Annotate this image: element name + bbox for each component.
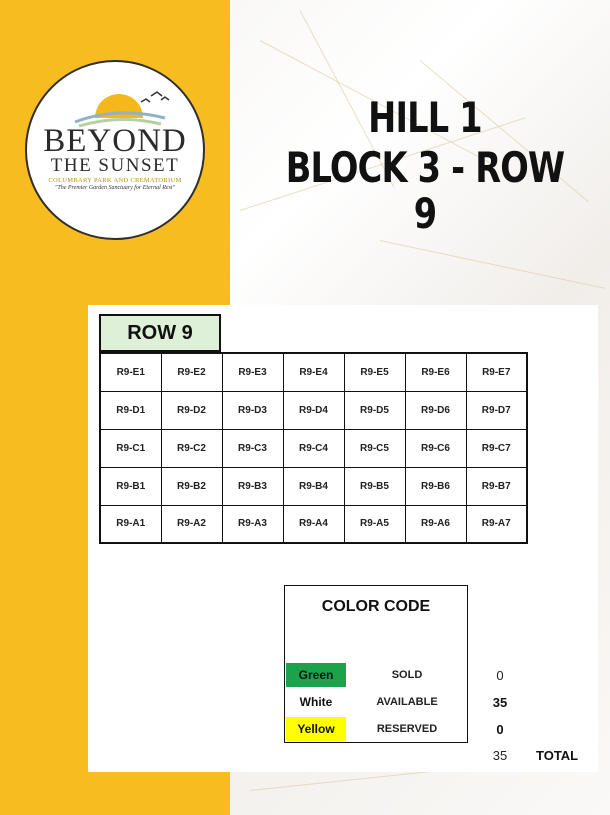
- niche-cell: R9-D3: [222, 391, 283, 429]
- count-sold: 0: [496, 668, 504, 683]
- niche-cell: R9-B1: [100, 467, 161, 505]
- legend-status-reserved: RESERVED: [376, 723, 438, 735]
- niche-cell: R9-C4: [283, 429, 344, 467]
- niche-cell: R9-A5: [344, 505, 405, 543]
- niche-cell: R9-A7: [466, 505, 527, 543]
- logo-subtitle: COLUMBARY PARK AND CREMATORIUM: [48, 177, 182, 184]
- logo-name-line1: BEYOND: [43, 123, 187, 159]
- niche-cell: R9-C5: [344, 429, 405, 467]
- niche-cell: R9-A4: [283, 505, 344, 543]
- legend-status-sold: SOLD: [391, 669, 423, 681]
- grid-row: [100, 429, 527, 467]
- niche-cell: R9-A6: [405, 505, 466, 543]
- niche-cell: R9-D6: [405, 391, 466, 429]
- niche-cell: R9-E2: [161, 353, 222, 391]
- count-total: 35: [492, 748, 508, 763]
- logo: [25, 60, 205, 240]
- legend-status-available: AVAILABLE: [376, 696, 438, 708]
- niche-cell: R9-E6: [405, 353, 466, 391]
- grid-row: [100, 391, 527, 429]
- niche-grid: [99, 352, 528, 544]
- niche-cell: R9-C6: [405, 429, 466, 467]
- grid-row: [100, 505, 527, 543]
- niche-cell: R9-B6: [405, 467, 466, 505]
- niche-cell: R9-C3: [222, 429, 283, 467]
- niche-cell: R9-C2: [161, 429, 222, 467]
- niche-cell: R9-E5: [344, 353, 405, 391]
- count-available: 35: [492, 695, 508, 710]
- niche-cell: R9-C7: [466, 429, 527, 467]
- niche-cell: R9-E3: [222, 353, 283, 391]
- legend-swatch-green: Green: [286, 663, 346, 687]
- legend-title: COLOR CODE: [321, 598, 431, 615]
- niche-cell: R9-D7: [466, 391, 527, 429]
- niche-cell: R9-D2: [161, 391, 222, 429]
- row-label: ROW 9: [99, 314, 221, 352]
- niche-cell: R9-D1: [100, 391, 161, 429]
- niche-cell: R9-C1: [100, 429, 161, 467]
- legend-swatch-yellow: Yellow: [286, 717, 346, 741]
- niche-cell: R9-B2: [161, 467, 222, 505]
- niche-cell: R9-D5: [344, 391, 405, 429]
- logo-tagline: "The Premier Garden Sanctuary for Eternal Rest": [54, 185, 176, 191]
- niche-cell: R9-E4: [283, 353, 344, 391]
- niche-cell: R9-B7: [466, 467, 527, 505]
- niche-cell: R9-E1: [100, 353, 161, 391]
- niche-cell: R9-B4: [283, 467, 344, 505]
- niche-cell: R9-A1: [100, 505, 161, 543]
- total-label: TOTAL: [536, 748, 579, 763]
- niche-cell: R9-B3: [222, 467, 283, 505]
- count-reserved: 0: [496, 722, 504, 737]
- page-title-line2: BLOCK 3 - ROW 9: [285, 143, 565, 238]
- grid-row: [100, 353, 527, 391]
- niche-cell: R9-D4: [283, 391, 344, 429]
- color-code-legend: [284, 585, 468, 743]
- niche-cell: R9-A2: [161, 505, 222, 543]
- grid-row: [100, 467, 527, 505]
- niche-cell: R9-E7: [466, 353, 527, 391]
- page-title-line1: HILL 1: [368, 93, 482, 142]
- niche-cell: R9-A3: [222, 505, 283, 543]
- logo-name-line2: THE SUNSET: [50, 155, 180, 176]
- niche-cell: R9-B5: [344, 467, 405, 505]
- legend-swatch-white: White: [286, 690, 346, 714]
